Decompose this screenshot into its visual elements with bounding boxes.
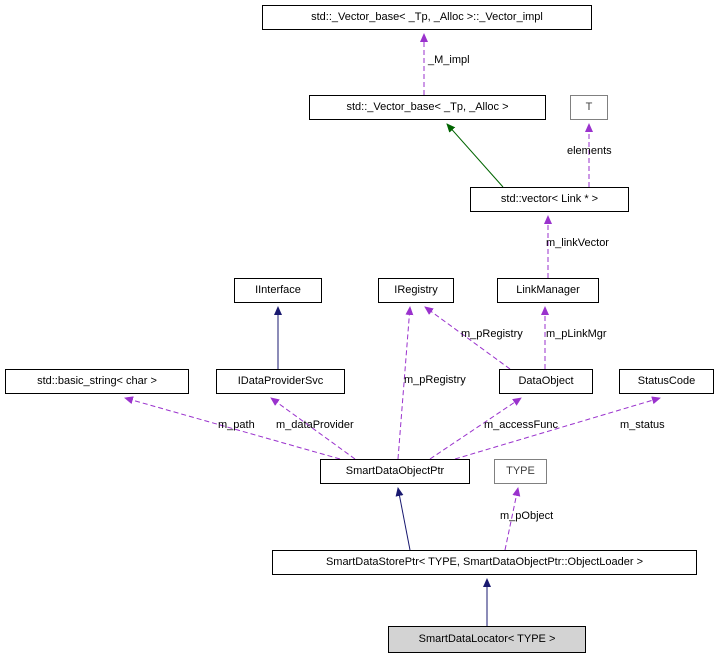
edge-label-m-status: m_status xyxy=(620,419,665,431)
node-label: SmartDataObjectPtr xyxy=(345,465,445,477)
node-label: std::_Vector_base< _Tp, _Alloc >::_Vector_impl xyxy=(311,11,543,23)
node-basic-string[interactable] xyxy=(5,369,189,394)
node-label: TYPE xyxy=(506,465,535,477)
edge-label-m-pregistry: m_pRegistry xyxy=(404,374,466,386)
node-label: IInterface xyxy=(255,284,301,296)
node-statuscode[interactable] xyxy=(619,369,714,394)
edge-label-m-plinkmgr: m_pLinkMgr xyxy=(546,328,607,340)
node-dataobject[interactable] xyxy=(499,369,593,394)
edge-label-m-pregistry-dataobject: m_pRegistry xyxy=(461,328,523,340)
edge-label-m-linkvector: m_linkVector xyxy=(546,237,609,249)
node-smartdatalocator[interactable] xyxy=(388,626,586,653)
node-label: std::basic_string< char > xyxy=(37,375,157,387)
node-vector-link[interactable] xyxy=(470,187,629,212)
node-label: T xyxy=(585,101,593,113)
node-smartdatastoreptr[interactable] xyxy=(272,550,697,575)
node-label: std::_Vector_base< _Tp, _Alloc > xyxy=(346,101,509,113)
edge-label-m-impl: _M_impl xyxy=(428,54,470,66)
node-label: LinkManager xyxy=(516,284,580,296)
node-iinterface[interactable] xyxy=(234,278,322,303)
edge-label-m-accessfunc: m_accessFunc xyxy=(484,419,558,431)
node-label: StatusCode xyxy=(637,375,696,387)
node-idataprovidersvc[interactable] xyxy=(216,369,345,394)
node-smartdataobjectptr[interactable] xyxy=(320,459,470,484)
node-vector-base[interactable] xyxy=(309,95,546,120)
node-label: IRegistry xyxy=(394,284,438,296)
node-t[interactable] xyxy=(570,95,608,120)
node-label: DataObject xyxy=(518,375,574,387)
node-label: std::vector< Link * > xyxy=(500,193,599,205)
node-linkmanager[interactable] xyxy=(497,278,599,303)
node-vector-base-impl[interactable] xyxy=(262,5,592,30)
node-iregistry[interactable] xyxy=(378,278,454,303)
node-label: SmartDataLocator< TYPE > xyxy=(418,633,556,645)
edge-label-elements: elements xyxy=(567,145,612,157)
node-label: IDataProviderSvc xyxy=(237,375,324,387)
edge-label-m-path: m_path xyxy=(218,419,255,431)
edge-label-m-dataprovider: m_dataProvider xyxy=(276,419,354,431)
node-label: SmartDataStorePtr< TYPE, SmartDataObjectPtr::ObjectLoader > xyxy=(325,556,644,568)
node-type[interactable] xyxy=(494,459,547,484)
edge-label-m-pobject: m_pObject xyxy=(500,510,554,522)
